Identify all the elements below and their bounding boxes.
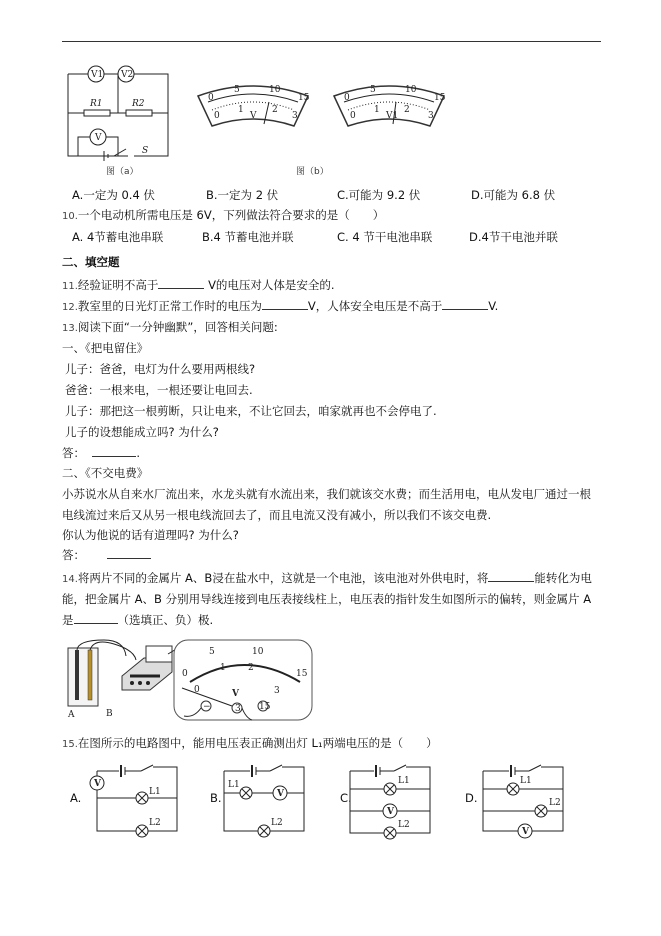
q10-option-d[interactable]: D.4节干电池并联 [469,230,558,244]
svg-text:5: 5 [370,85,376,95]
svg-text:3: 3 [235,704,241,714]
q13-part2-title: 二、《不交电费》 [62,466,149,480]
figure-a-circuit [66,68,176,160]
r1-label: R1 [90,99,103,109]
svg-text:L2: L2 [398,820,410,830]
q13-answer-2: 答： [62,547,151,563]
q9-option-b[interactable]: B.一定为 2 伏 [206,188,279,202]
svg-text:V: V [522,827,529,837]
q13-part2-line: 小苏说水从自来水厂流出来，水龙头就有水流出来，我们就该交水费；而生活用电，电从发电厂通过一根 [62,487,591,501]
q13-answer-2-blank[interactable] [107,547,151,559]
svg-text:1: 1 [238,105,244,115]
q13-part1-title: 一、《把电留住》 [62,341,149,355]
svg-text:2: 2 [404,105,410,115]
q13-part2-line: 你认为他说的话有道理吗? 为什么? [62,528,239,542]
q13-answer-1: 答： . [62,446,140,460]
q14-line-3: 是 （选填正、负）极. [62,613,214,627]
svg-text:0: 0 [182,669,188,679]
figure-b-meter-2 [330,84,448,130]
q14-line-2: 能，把金属片 A、B 分别用导线连接到电压表接线柱上，电压表的指针发生如图所示的偏转，则金属片 A [62,592,592,606]
q15-option-b[interactable]: B. [210,791,222,805]
q14-blank-2[interactable] [74,612,118,624]
svg-text:5: 5 [209,647,215,657]
svg-text:10: 10 [405,85,417,95]
v-label: V [95,133,102,143]
figure-a-caption: 图（a） [106,167,139,177]
s-label: S [142,146,149,156]
q11-blank[interactable] [158,277,204,289]
q14-blank-1[interactable] [488,570,534,582]
q12-blank-1[interactable] [262,298,308,310]
q9-option-a[interactable]: A.一定为 0.4 伏 [72,188,155,202]
svg-text:L2: L2 [149,818,161,828]
svg-text:3: 3 [292,111,298,121]
svg-text:0: 0 [344,93,350,103]
q13-part1-line: 儿子的设想能成立吗? 为什么? [65,425,219,439]
svg-text:2: 2 [272,105,278,115]
q13-answer-1-blank[interactable] [92,445,136,457]
svg-text:V: V [277,789,284,799]
svg-text:L2: L2 [271,818,283,828]
q15-circuit-a [94,763,179,835]
svg-text:15: 15 [259,702,271,712]
v1-label: V1 [91,70,104,80]
electrode-a-label: A [68,710,75,720]
svg-text:V: V [94,779,101,789]
q10-stem: 10.一个电动机所需电压是 6V，下列做法符合要求的是（ ） [62,208,385,222]
svg-text:L1: L1 [228,780,240,790]
q14-meter-label: V [232,689,239,699]
svg-text:15: 15 [434,93,446,103]
svg-text:V: V [387,807,394,817]
svg-text:3: 3 [428,111,434,121]
svg-text:0: 0 [194,685,200,695]
v2-label: V2 [121,70,134,80]
header-rule [62,41,601,42]
electrode-b-label: B [106,709,113,719]
svg-text:L2: L2 [549,798,561,808]
section-title: 二、填空题 [62,255,120,269]
q13-part1-line: 儿子：那把这一根剪断，只让电来，不让它回去，咱家就再也不会停电了. [65,404,437,418]
svg-text:0: 0 [350,111,356,121]
q9-option-c[interactable]: C.可能为 9.2 伏 [337,188,421,202]
svg-text:5: 5 [234,85,240,95]
figure-b-caption: 图（b） [296,167,329,177]
q15-circuit-b [224,763,306,835]
q10-option-c[interactable]: C. 4 节干电池串联 [337,230,433,244]
q14-line-1: 14.将两片不同的金属片 A、B浸在盐水中，这就是一个电池，该电池对外供电时，将 能转化为电 [62,571,592,585]
q12: 12.教室里的日光灯正常工作时的电压为 V，人体安全电压是不高于 V. [62,299,499,313]
q12-blank-2[interactable] [442,298,488,310]
svg-text:1: 1 [220,663,226,673]
svg-text:1: 1 [374,105,380,115]
q13-part1-line: 爸爸：一根来电，一根还要让电回去. [65,383,253,397]
meter-2-label: V1 [386,111,399,121]
q15-stem: 15.在图所示的电路图中，能用电压表正确测出灯 L₁两端电压的是（ ） [62,736,438,750]
svg-text:−: − [203,702,211,712]
q9-option-d[interactable]: D.可能为 6.8 伏 [471,188,556,202]
svg-text:L1: L1 [520,776,532,786]
q13-stem: 13.阅读下面“一分钟幽默”，回答相关问题: [62,320,278,334]
svg-text:3: 3 [274,686,280,696]
q15-circuit-d [483,763,565,835]
q15-option-d[interactable]: D. [465,791,478,805]
q15-option-a[interactable]: A. [70,791,82,805]
q14-figure [64,636,314,722]
svg-text:L1: L1 [398,776,410,786]
q13-part2-line: 电线流过来后又从另一根电线流回去了，而且电流又没有减小，所以我们不该交电费. [62,508,492,522]
svg-text:0: 0 [214,111,220,121]
svg-text:2: 2 [248,663,254,673]
q10-option-b[interactable]: B.4 节蓄电池并联 [202,230,294,244]
svg-text:15: 15 [298,93,310,103]
q15-option-c[interactable]: C. [340,791,352,805]
svg-text:0: 0 [208,93,214,103]
svg-text:15: 15 [296,669,308,679]
svg-text:L1: L1 [149,787,161,797]
figure-b-meter-1 [194,84,312,130]
q15-circuit-c [350,763,432,837]
meter-1-label: V [250,111,257,121]
q13-part1-line: 儿子：爸爸，电灯为什么要用两根线? [65,362,256,376]
r2-label: R2 [132,99,145,109]
svg-text:10: 10 [269,85,281,95]
q11: 11.经验证明不高于 V的电压对人体是安全的. [62,278,335,292]
q10-option-a[interactable]: A. 4节蓄电池串联 [72,230,164,244]
svg-text:10: 10 [252,647,264,657]
